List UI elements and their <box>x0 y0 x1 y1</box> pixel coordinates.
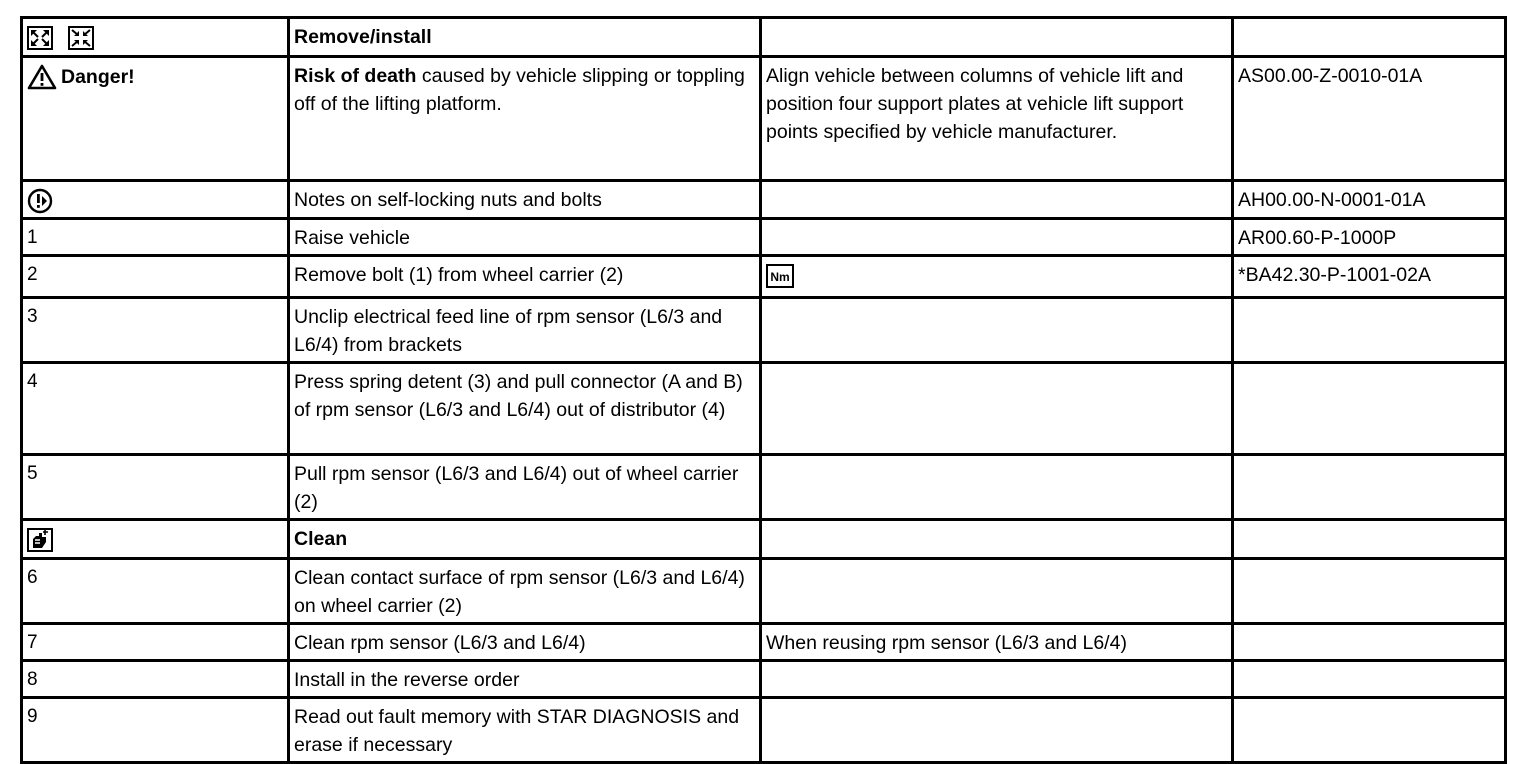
step-row <box>22 559 1506 624</box>
step-note <box>761 661 1233 698</box>
step-number: 7 <box>22 624 289 661</box>
step-number: 1 <box>22 219 289 256</box>
step-ref-link[interactable]: *BA42.30-P-1001-02A <box>1233 256 1506 298</box>
note-icon-cell <box>22 181 289 219</box>
danger-instruction: Align vehicle between columns of vehicle lift and position four support plates at vehicle lift support points specified by vehicle manufacturer. <box>761 57 1233 181</box>
step-note <box>761 698 1233 763</box>
clean-hand-icon <box>27 528 53 552</box>
step-ref <box>1233 559 1506 624</box>
empty-cell <box>1233 520 1506 559</box>
step-number: 2 <box>22 256 289 298</box>
section-title-clean: Clean <box>289 520 761 559</box>
step-text: Read out fault memory with STAR DIAGNOSIS and erase if necessary <box>289 698 761 763</box>
step-row <box>22 363 1506 455</box>
step-number: 3 <box>22 298 289 363</box>
step-ref <box>1233 698 1506 763</box>
danger-label-cell <box>22 57 289 181</box>
step-number: 9 <box>22 698 289 763</box>
danger-text-cell <box>289 57 761 181</box>
note-circle-icon <box>27 188 53 214</box>
step-text: Clean rpm sensor (L6/3 and L6/4) <box>289 624 761 661</box>
step-row <box>22 256 1506 298</box>
step-ref <box>1233 661 1506 698</box>
danger-label: Danger! <box>61 65 135 88</box>
danger-description: caused by vehicle slipping or toppling off of the lifting platform. <box>294 65 745 115</box>
step-row <box>22 661 1506 698</box>
step-note <box>761 363 1233 455</box>
section-title-remove-install: Remove/install <box>289 18 761 57</box>
step-row <box>22 698 1506 763</box>
step-ref-link[interactable]: AR00.60-P-1000P <box>1233 219 1506 256</box>
step-text: Install in the reverse order <box>289 661 761 698</box>
step-ref <box>1233 455 1506 520</box>
step-text: Unclip electrical feed line of rpm sensor (L6/3 and L6/4) from brackets <box>289 298 761 363</box>
warning-triangle-icon <box>27 64 57 90</box>
danger-row <box>22 57 1506 181</box>
note-ref-link[interactable]: AH00.00-N-0001-01A <box>1233 181 1506 219</box>
step-ref <box>1233 298 1506 363</box>
clean-icon-cell <box>22 520 289 559</box>
step-note <box>761 455 1233 520</box>
step-note <box>761 219 1233 256</box>
danger-ref-link[interactable]: AS00.00-Z-0010-01A <box>1233 57 1506 181</box>
step-row <box>22 455 1506 520</box>
procedure-table <box>20 16 1507 764</box>
header-row <box>22 18 1506 57</box>
torque-nm-label: Nm <box>770 269 790 284</box>
step-text: Clean contact surface of rpm sensor (L6/3 and L6/4) on wheel carrier (2) <box>289 559 761 624</box>
step-note: When reusing rpm sensor (L6/3 and L6/4) <box>761 624 1233 661</box>
step-note <box>761 559 1233 624</box>
expand-icon[interactable] <box>27 26 53 50</box>
step-text: Press spring detent (3) and pull connector (A and B) of rpm sensor (L6/3 and L6/4) out of distributor (4) <box>289 363 761 455</box>
step-note <box>761 298 1233 363</box>
empty-cell <box>761 520 1233 559</box>
empty-cell <box>761 181 1233 219</box>
note-row <box>22 181 1506 219</box>
collapse-icon[interactable] <box>68 26 94 50</box>
step-number: 8 <box>22 661 289 698</box>
torque-nm-icon[interactable] <box>766 264 794 288</box>
note-text: Notes on self-locking nuts and bolts <box>289 181 761 219</box>
step-ref <box>1233 363 1506 455</box>
step-number: 4 <box>22 363 289 455</box>
empty-cell <box>1233 18 1506 57</box>
header-icons-cell <box>22 18 289 57</box>
step-note <box>761 256 1233 298</box>
step-number: 6 <box>22 559 289 624</box>
step-number: 5 <box>22 455 289 520</box>
step-text: Raise vehicle <box>289 219 761 256</box>
step-row <box>22 219 1506 256</box>
clean-row <box>22 520 1506 559</box>
risk-of-death-text: Risk of death <box>294 65 417 87</box>
step-text: Pull rpm sensor (L6/3 and L6/4) out of wheel carrier (2) <box>289 455 761 520</box>
step-ref <box>1233 624 1506 661</box>
step-row <box>22 624 1506 661</box>
empty-cell <box>761 18 1233 57</box>
step-text: Remove bolt (1) from wheel carrier (2) <box>289 256 761 298</box>
step-row <box>22 298 1506 363</box>
